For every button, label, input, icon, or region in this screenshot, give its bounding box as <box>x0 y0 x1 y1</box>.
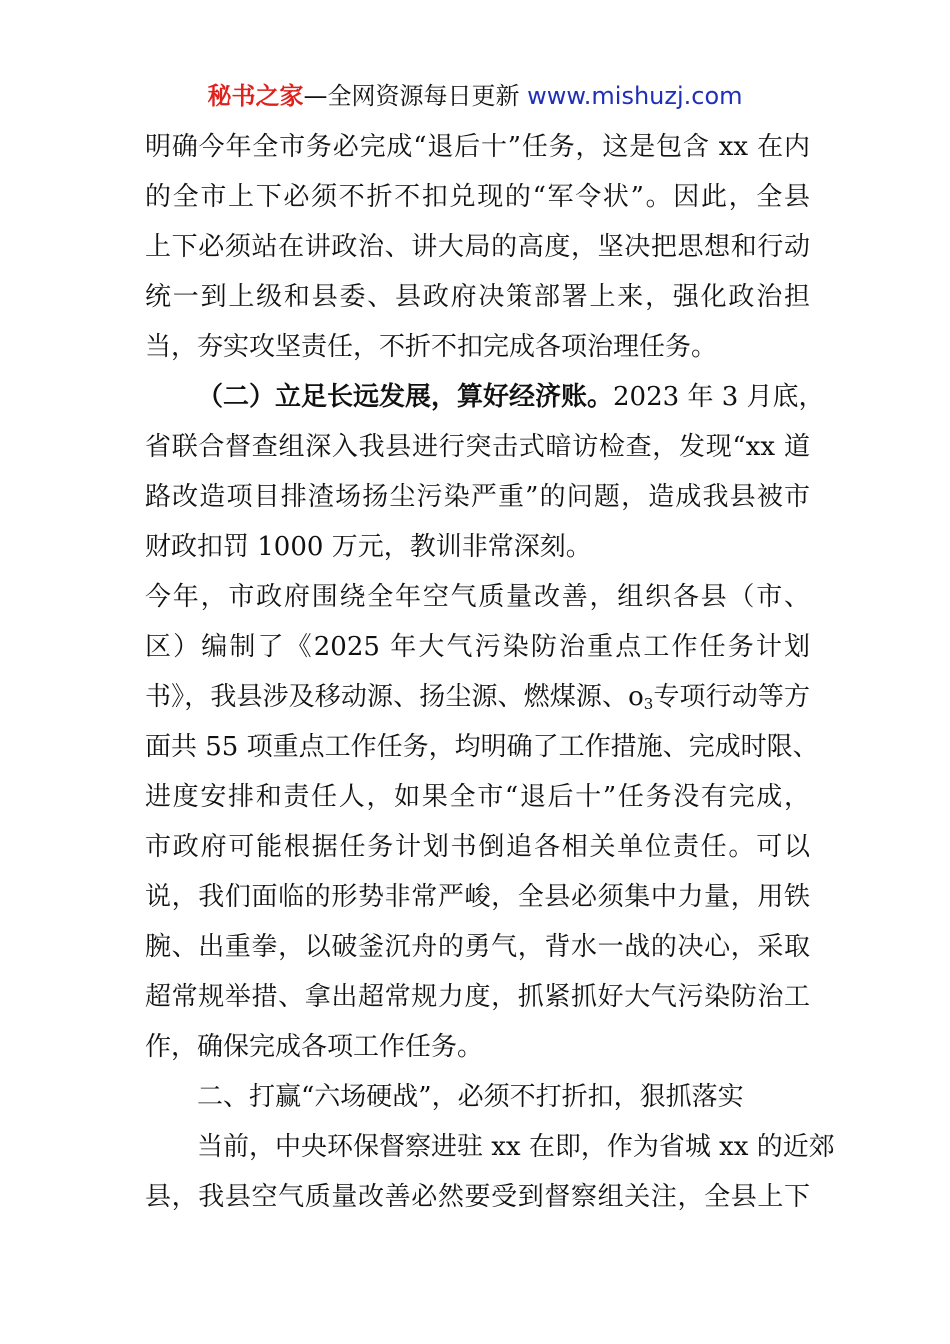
text-line: 腕、出重拳，以破釜沉舟的勇气，背水一战的决心，采取 <box>145 932 810 962</box>
text-line: 进度安排和责任人，如果全市“退后十”任务没有完成， <box>145 782 810 812</box>
text-line: 面共 55 项重点工作任务，均明确了工作措施、完成时限、 <box>145 732 819 762</box>
text-segment: 书》，我县涉及移动源、扬尘源、燃煤源、o <box>145 682 644 712</box>
text-line: 当前，中央环保督察进驻 xx 在即，作为省城 xx 的近郊 <box>197 1132 835 1162</box>
text-segment: 专项行动等方 <box>653 682 810 712</box>
text-line: 路改造项目排渣场扬尘污染严重”的问题，造成我县被市 <box>145 482 810 512</box>
text-line: 县，我县空气质量改善必然要受到督察组关注，全县上下 <box>145 1182 810 1212</box>
text-line: 作，确保完成各项工作任务。 <box>145 1032 484 1062</box>
text-line: 市政府可能根据任务计划书倒追各相关单位责任。可以 <box>145 832 810 862</box>
text-line: 上下必须站在讲政治、讲大局的高度，坚决把思想和行动 <box>145 232 810 262</box>
ozone-subscript: 3 <box>643 695 654 713</box>
text-line-with-subscript <box>145 672 810 722</box>
text-line: 超常规举措、拿出超常规力度，抓紧抓好大气污染防治工 <box>145 982 810 1012</box>
section-heading: 二、打赢“六场硬战”，必须不打折扣，狠抓落实 <box>197 1082 744 1112</box>
text-line: 明确今年全市务必完成“退后十”任务，这是包含 xx 在内 <box>145 132 810 162</box>
paragraph-2-first-line <box>145 372 825 422</box>
site-header <box>0 80 950 112</box>
document-body <box>145 122 835 1222</box>
text-line: 说，我们面临的形势非常严峻，全县必须集中力量，用铁 <box>145 882 810 912</box>
text-line: 当，夯实攻坚责任，不折不扣完成各项治理任务。 <box>145 332 718 362</box>
text-line: 区）编制了《2025 年大气污染防治重点工作任务计划 <box>145 632 810 662</box>
header-tagline: —全网资源每日更新 <box>303 82 520 110</box>
text-line: 的全市上下必须不折不扣兑现的“军令状”。因此，全县 <box>145 182 810 212</box>
subsection-heading: （二）立足长远发展，算好经济账。 <box>197 382 614 412</box>
text-line: 财政扣罚 1000 万元，教训非常深刻。 <box>145 532 592 562</box>
site-url-link[interactable]: www.mishuzj.com <box>527 82 743 110</box>
text-segment: 2023 年 3 月底， <box>613 382 825 412</box>
text-line: 省联合督查组深入我县进行突击式暗访检查，发现“xx 道 <box>145 432 810 462</box>
text-line: 今年，市政府围绕全年空气质量改善，组织各县（市、 <box>145 582 810 612</box>
text-line: 统一到上级和县委、县政府决策部署上来，强化政治担 <box>145 282 810 312</box>
brand-name: 秘书之家 <box>207 82 304 110</box>
